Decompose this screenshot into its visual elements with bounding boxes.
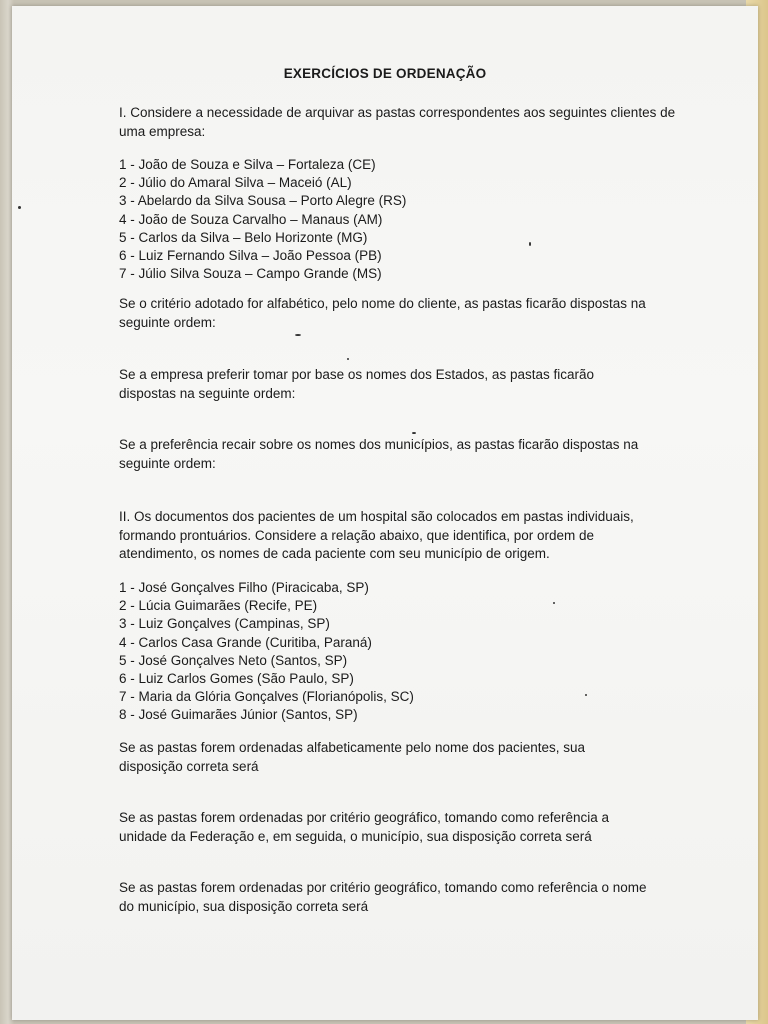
list-item: 1 - José Gonçalves Filho (Piracicaba, SP) <box>119 580 369 595</box>
part2-question-federation: Se as pastas forem ordenadas por critério geográfico, tomando como referência a unidade da Federação e, em seguida, o município, sua disposição correta será <box>119 810 610 844</box>
part2-question-alphabetical: Se as pastas forem ordenadas alfabeticamente pelo nome dos pacientes, sua disposição correta será <box>119 740 586 774</box>
part2-patient-list <box>119 579 679 725</box>
paper-speck <box>553 602 555 604</box>
list-item: 7 - Maria da Glória Gonçalves (Florianópolis, SC) <box>119 689 414 705</box>
paper-speck <box>295 334 301 336</box>
part1-client-list <box>119 156 679 283</box>
list-item: 5 - José Gonçalves Neto (Santos, SP) <box>119 652 348 668</box>
list-item: 2 - Júlio do Amaral Silva – Maceió (AL) <box>119 175 352 191</box>
list-item: 5 - Carlos da Silva – Belo Horizonte (MG) <box>119 229 368 245</box>
paper-speck <box>412 432 416 434</box>
part2-intro: II. Os documentos dos pacientes de um hospital são colocados em pastas individuais, formando prontuários. Considere a relação abaixo, que identifica, por ordem de atendimento, os nomes de cada paciente com seu município de origem. <box>119 509 634 561</box>
paper-speck <box>585 694 587 696</box>
list-item: 8 - José Guimarães Júnior (Santos, SP) <box>119 707 358 723</box>
paper-sheet <box>12 6 758 1020</box>
list-item: 4 - João de Souza Carvalho – Manaus (AM) <box>119 211 383 227</box>
paper-speck <box>18 206 21 209</box>
list-item: 7 - Júlio Silva Souza – Campo Grande (MS) <box>119 266 382 282</box>
list-item: 6 - Luiz Fernando Silva – João Pessoa (PB) <box>119 248 382 264</box>
list-item: 6 - Luiz Carlos Gomes (São Paulo, SP) <box>119 671 354 687</box>
list-item: 1 - João de Souza e Silva – Fortaleza (CE) <box>119 157 376 172</box>
document-title: EXERCÍCIOS DE ORDENAÇÃO <box>283 66 487 81</box>
part1-intro: I. Considere a necessidade de arquivar as pastas correspondentes aos seguintes clientes de uma empresa: <box>119 105 676 139</box>
paper-speck <box>529 242 531 246</box>
list-item: 4 - Carlos Casa Grande (Curitiba, Paraná) <box>119 634 372 650</box>
part1-question-states: Se a empresa preferir tomar por base os nomes dos Estados, as pastas ficarão dispostas na seguinte ordem: <box>119 367 594 401</box>
part1-question-municipalities: Se a preferência recair sobre os nomes dos municípios, as pastas ficarão dispostas na seguinte ordem: <box>119 437 639 471</box>
list-item: 3 - Luiz Gonçalves (Campinas, SP) <box>119 616 330 632</box>
paper-speck <box>347 358 349 360</box>
part2-question-municipality: Se as pastas forem ordenadas por critério geográfico, tomando como referência o nome do município, sua disposição correta será <box>119 880 647 914</box>
part1-question-alphabetical: Se o critério adotado for alfabético, pelo nome do cliente, as pastas ficarão dispostas na seguinte ordem: <box>119 296 646 330</box>
list-item: 3 - Abelardo da Silva Sousa – Porto Alegre (RS) <box>119 193 407 209</box>
list-item: 2 - Lúcia Guimarães (Recife, PE) <box>119 598 318 614</box>
